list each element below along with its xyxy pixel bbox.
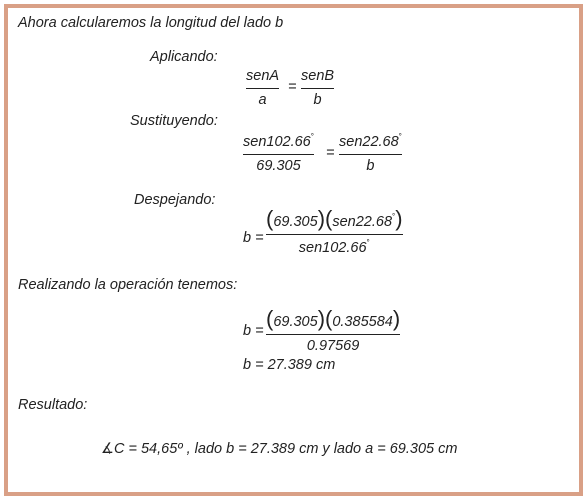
equals-sign: =	[326, 145, 335, 161]
fraction-bar	[266, 334, 400, 335]
fraction-numerator: senA	[246, 68, 280, 84]
equals-sign: =	[288, 79, 297, 95]
fraction-denominator: b	[366, 157, 375, 174]
fraction-numerator: sen102.66°	[243, 132, 314, 150]
sustituyendo-rhs-fraction	[339, 133, 402, 173]
fraction-bar	[246, 88, 279, 89]
equation-variable: b =	[243, 230, 264, 246]
fraction-denominator: sen102.66°	[298, 237, 370, 256]
realizando-label: Realizando la operación tenemos:	[18, 277, 238, 293]
aplicando-label: Aplicando:	[150, 49, 218, 65]
despejando-fraction	[266, 206, 403, 256]
fraction-denominator: 0.97569	[306, 337, 360, 354]
fraction-numerator: sen22.68°	[339, 132, 402, 150]
fraction-denominator: b	[313, 91, 322, 108]
fraction-numerator: senB	[301, 68, 335, 84]
aplicando-rhs-fraction	[301, 69, 334, 107]
resultado-label: Resultado:	[18, 397, 88, 413]
fraction-numerator: (69.305)(0.385584)	[266, 306, 401, 331]
aplicando-lhs-fraction	[246, 69, 279, 107]
final-result-line: ∡C = 54,65º , lado b = 27.389 cm y lado a = 69.305 cm	[101, 441, 458, 457]
fraction-bar	[266, 234, 403, 235]
sustituyendo-lhs-fraction	[243, 133, 314, 173]
realizando-fraction	[266, 306, 401, 354]
despejando-label: Despejando:	[134, 192, 216, 208]
fraction-denominator: a	[258, 91, 267, 108]
fraction-bar	[243, 154, 314, 155]
sustituyendo-label: Sustituyendo:	[130, 113, 218, 129]
computed-result: b = 27.389 cm	[243, 357, 336, 373]
fraction-bar	[339, 154, 402, 155]
intro-text: Ahora calcularemos la longitud del lado b	[18, 15, 284, 31]
fraction-numerator: (69.305)(sen22.68°)	[266, 206, 403, 231]
equation-variable: b =	[243, 323, 264, 339]
fraction-bar	[301, 88, 334, 89]
fraction-denominator: 69.305	[256, 157, 301, 174]
